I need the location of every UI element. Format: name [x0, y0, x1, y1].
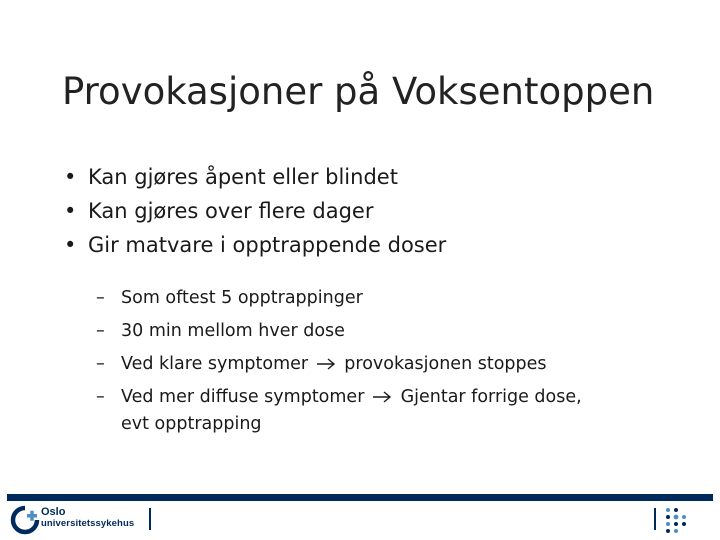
sub-bullet-text: Gjentar forrige dose,	[400, 387, 582, 407]
oslo-universitetssykehus-logo-icon	[10, 505, 40, 535]
footer-divider	[7, 494, 713, 501]
sub-bullet-text: Ved klare symptomer	[121, 354, 309, 374]
sub-bullet-text-continued: evt opptrapping	[121, 414, 262, 434]
sub-bullet-item	[96, 282, 582, 315]
sub-bullet-item	[96, 315, 582, 348]
bullet-text: Gir matvare i opptrappende doser	[88, 233, 447, 257]
dash-marker: –	[96, 288, 105, 308]
sub-bullet-text: provokasjonen stoppes	[344, 354, 547, 374]
sub-bullet-item	[96, 381, 582, 438]
sub-bullet-item	[96, 348, 582, 381]
bullet-list	[62, 160, 446, 262]
footer-separator	[149, 508, 151, 530]
dash-marker: –	[96, 321, 105, 341]
dot-pattern-icon	[664, 506, 692, 536]
logo-line-2: universitetssykehus	[41, 518, 135, 529]
sub-bullet-list	[96, 282, 582, 438]
bullet-marker: •	[64, 199, 77, 223]
sub-bullet-text: 30 min mellom hver dose	[121, 321, 345, 341]
bullet-marker: •	[64, 233, 77, 257]
bullet-marker: •	[64, 165, 77, 189]
bullet-item	[62, 160, 446, 194]
arrow-right-icon	[316, 358, 336, 370]
logo-wordmark	[41, 507, 134, 529]
bullet-text: Kan gjøres over flere dager	[88, 199, 374, 223]
footer-separator	[654, 508, 656, 530]
logo-line-1: Oslo	[41, 506, 66, 518]
slide-title: Provokasjoner på Voksentoppen	[62, 70, 655, 113]
bullet-text: Kan gjøres åpent eller blindet	[88, 165, 398, 189]
arrow-right-icon	[372, 391, 392, 403]
bullet-item	[62, 194, 446, 228]
sub-bullet-text: Som oftest 5 opptrappinger	[121, 288, 363, 308]
dash-marker: –	[96, 387, 105, 407]
bullet-item	[62, 228, 446, 262]
dash-marker: –	[96, 354, 105, 374]
sub-bullet-text: Ved mer diffuse symptomer	[121, 387, 365, 407]
